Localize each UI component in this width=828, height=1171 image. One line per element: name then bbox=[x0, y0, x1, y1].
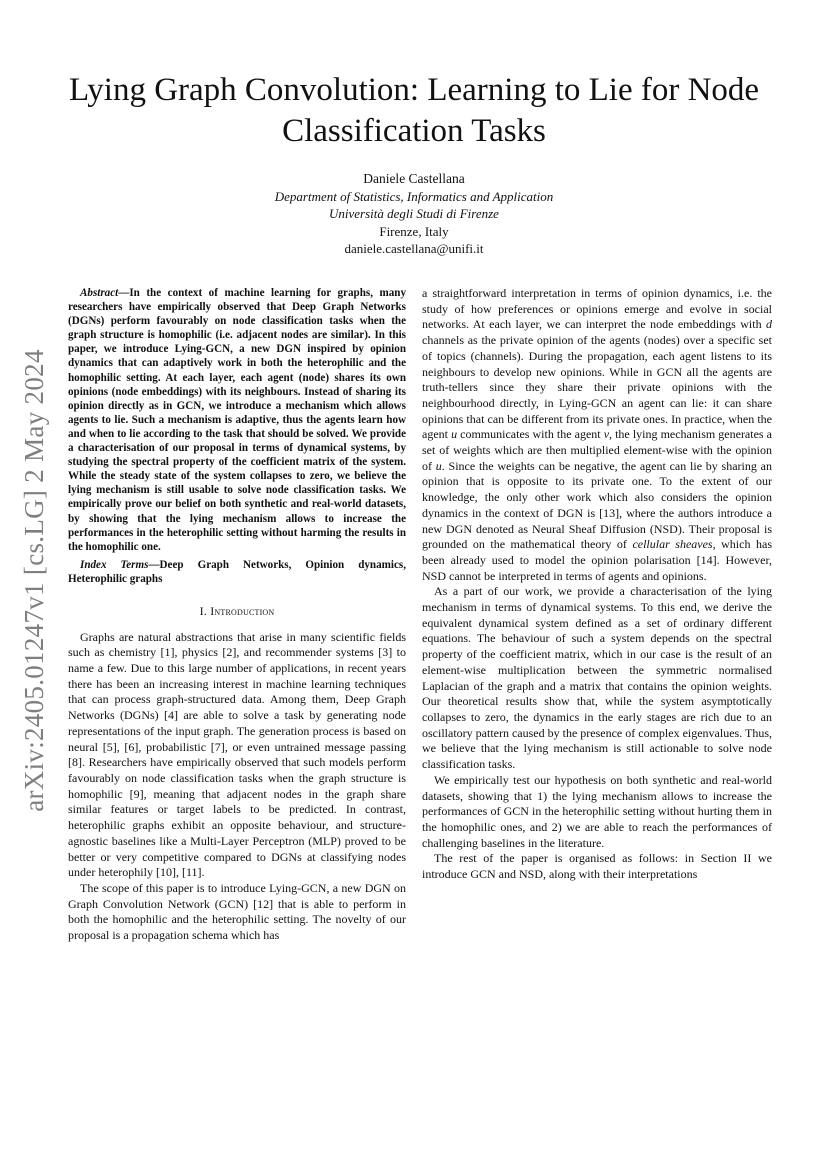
emph-cellular-sheaves: cellular sheaves bbox=[632, 537, 713, 552]
abstract-label: Abstract bbox=[80, 287, 119, 299]
math-var-v: v bbox=[603, 427, 610, 442]
math-var-d: d bbox=[766, 317, 772, 332]
author-department: Department of Statistics, Informatics and Application bbox=[274, 188, 554, 204]
author-location: Firenze, Italy bbox=[379, 223, 449, 239]
intro-paragraph-1: Graphs are natural abstractions that arise in many scientific fields such as chemistry [1], physics [2], and recommender systems [3] to name a few. Due to this large number of applications, in recent years there has been an increasing interest in machine learning techniques that can process graph-structured data. Among them, Deep Graph Networks (DGNs) [4] are able to solve a task by generating node representations of the input graph. The generation process is based on neural [5], [6], probabilistic [7], or even untrained message passing [8]. Researchers have empirically observed that such models perform favourably on node classification tasks when the graph structure is homophilic [9], meaning that adjacent nodes in the graph share similar features or target labels to be predicted. In contrast, heterophilic graphs exhibit an opposite behaviour, and structure-agnostic baselines like a Multi-Layer Perceptron (MLP) proved to be better or very competitive compared to DGNs at classifying nodes under heterophily [10], [11]. bbox=[68, 629, 406, 880]
arxiv-stamp-text: arXiv:2405.01247v1 [cs.LG] 2 May 2024 bbox=[18, 348, 49, 812]
index-terms bbox=[68, 558, 406, 586]
abstract-text: —In the context of machine learning for graphs, many researchers have empirically observed that Deep Graph Networks (DGNs) perform favourably on node classification tasks when the graph structure is homophilic (i.e. adjacent nodes are similar). In this paper, we introduce Lying-GCN, a new DGN inspired by opinion dynamics that can adaptively work in both the heterophilic and the homophilic setting. At each layer, each agent (node) shares its own opinions (node embeddings) with its neighbours. Instead of sharing its opinion directly as in GCN, we introduce a mechanism which allows agents to lie. Such a mechanism is adaptive, thus the agents learn how and when to lie according to the task that should be solved. We provide a characterisation of our proposal in terms of dynamical systems, by studying the spectral property of the coefficient matrix of the system. While the steady state of the system collapses to zero, we believe the lying mechanism is still usable to solve node classification tasks. We empirically prove our belief on both synthetic and real-world datasets, by showing that the lying mechanism allows to increase the performances in the heterophilic setting without harming the results in the homophilic one. bbox=[68, 287, 406, 553]
left-column bbox=[68, 286, 406, 944]
author-university: Università degli Studi di Firenze bbox=[329, 206, 499, 221]
section-heading-introduction bbox=[68, 604, 406, 620]
text-span: communicates with the agent bbox=[457, 427, 604, 442]
text-span: , the lying mechanism generates a set of weights which are then multiplied element-wise with the opinion of bbox=[422, 427, 772, 473]
section-number: I. bbox=[199, 603, 208, 618]
intro-paragraph-2: The scope of this paper is to introduce Lying-GCN, a new DGN on Graph Convolution Network (GCN) [12] that is able to perform in both the homophilic and the heterophilic setting. The novelty of our proposal is a propagation schema which has bbox=[68, 880, 406, 943]
text-span: channels as the private opinion of the agents (nodes) over a specific set of topics (channels). During the propagation, each agent listens to its neighbours to develop new opinions. While in GCN all the agents are truth-tellers since they share their private opinions with the neighbourhood directly, in Lying-GCN an agent can lie: it can share opinions that can be different from its private ones. In practice, when the agent bbox=[422, 333, 772, 442]
arxiv-stamp bbox=[5, 300, 63, 860]
text-span: . Since the weights can be negative, the agent can lie by sharing an opinion that is opposite to its private one. To the extent of our knowledge, the only other work which also considers the opinion dynamics in the context of DGN is [13], where the authors introduce a new DGN denoted as Neural Sheaf Diffusion (NSD). Their proposal is grounded on the mathematical theory of bbox=[422, 458, 772, 552]
math-var-u: u bbox=[451, 427, 458, 442]
author-block bbox=[120, 170, 708, 258]
intro-paragraph-4: As a part of our work, we provide a characterisation of the lying mechanism in terms of dynamical systems. To this end, we derive the equivalent dynamical system defined as a set of ordinary different equations. The behaviour of such a system depends on the spectral property of the coefficient matrix, which in our case is the result of an element-wise multiplication between the symmetric normalised Laplacian of the graph and a matrix that contains the opinion weights. Our theoretical results show that, while the system asymptotically collapses to zero, the dynamics in the early stages are rich due to an oscillatory pattern caused by the presence of complex eigenvalues. Thus, we believe that the lying mechanism is still actionable to solve node classification tasks. bbox=[422, 584, 772, 772]
paper-title: Lying Graph Convolution: Learning to Lie for Node Classification Tasks bbox=[68, 72, 760, 149]
index-terms-label: Index Terms bbox=[80, 558, 149, 571]
abstract bbox=[68, 286, 406, 554]
index-terms-text: —Deep Graph Networks, Opinion dynamics, Heterophilic graphs bbox=[68, 558, 406, 585]
text-span: , which has been already used to model the opinion polarisation [14]. However, NSD cannot be interpreted in terms of agents and opinions. bbox=[422, 537, 772, 583]
right-column bbox=[422, 286, 772, 883]
author-name: Daniele Castellana bbox=[363, 171, 465, 186]
text-span: a straightforward interpretation in terms of opinion dynamics, i.e. the study of how preferences or opinions emerge and evolve in social networks. At each layer, we can interpret the node embeddings with bbox=[422, 286, 772, 332]
intro-paragraph-3 bbox=[422, 286, 772, 584]
intro-paragraph-6: The rest of the paper is organised as follows: in Section II we introduce GCN and NSD, along with their interpretations bbox=[422, 851, 772, 882]
intro-paragraph-5: We empirically test our hypothesis on both synthetic and real-world datasets, showing that 1) the lying mechanism allows to increase the performances of GCN in the heterophilic setting without hurting them in the homophilic ones, and 2) we are able to reach the performances of challenging baselines in the literature. bbox=[422, 772, 772, 850]
section-title: Introduction bbox=[210, 603, 275, 618]
math-var-u: u bbox=[435, 458, 442, 473]
author-email: daniele.castellana@unifi.it bbox=[344, 241, 484, 256]
